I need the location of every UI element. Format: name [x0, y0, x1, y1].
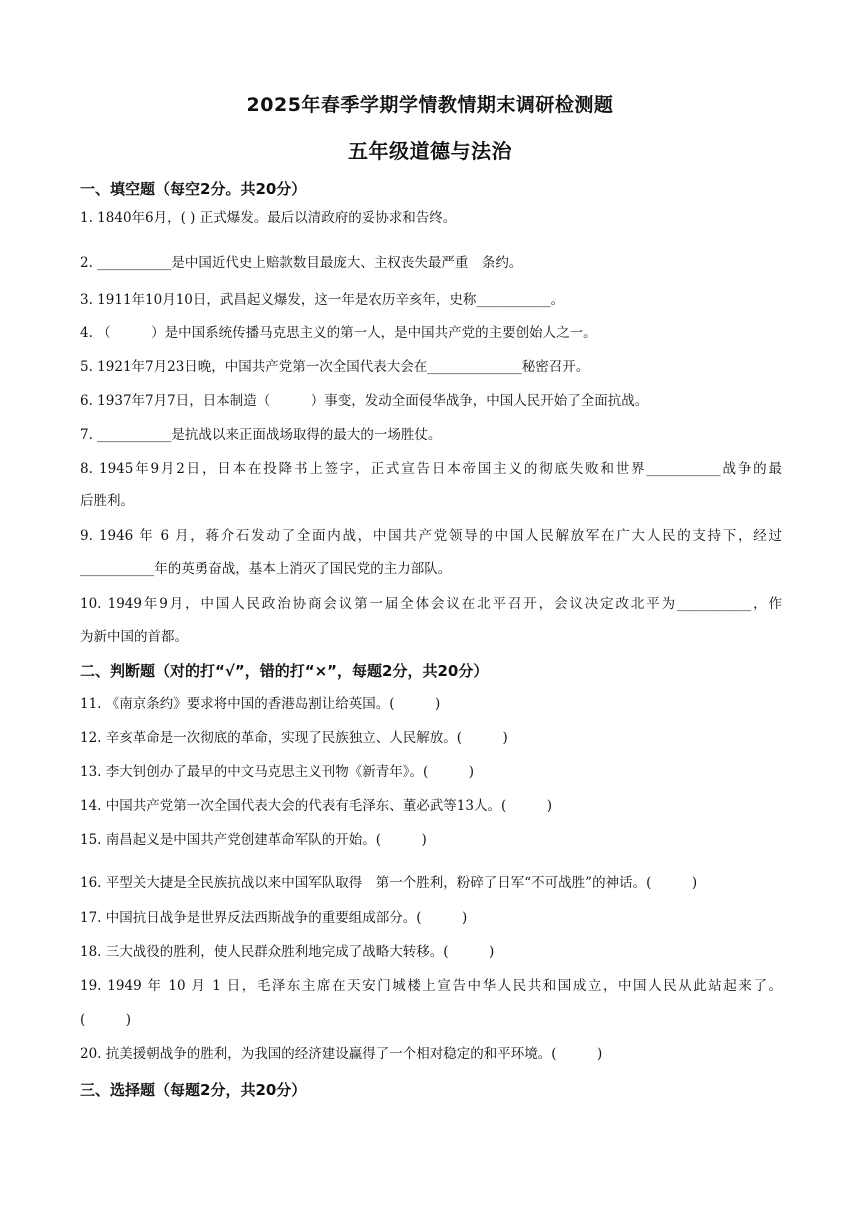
section-heading-judgement: 二、判断题（对的打“√”，错的打“×”，每题2分，共20分）: [80, 662, 489, 680]
question-6: 6. 1937年7月7日，日本制造（ ）事变，发动全面侵华战争，中国人民开始了全面抗战。: [80, 393, 649, 409]
question-9-line-2: ___________年的英勇奋战，基本上消灭了国民党的主力部队。: [80, 561, 452, 577]
question-9-line-1: 9. 1946 年 6 月，蒋介石发动了全面内战，中国共产党领导的中国人民解放军在广大人民的支持下，经过: [80, 528, 782, 544]
question-13: 13. 李大钊创办了最早的中文马克思主义刊物《新青年》。( ): [80, 764, 475, 780]
question-3: 3. 1911年10月10日，武昌起义爆发，这一年是农历辛亥年，史称___________。: [80, 292, 565, 308]
section-heading-choice: 三、选择题（每题2分，共20分）: [80, 1081, 307, 1099]
question-18: 18. 三大战役的胜利，使人民群众胜利地完成了战略大转移。( ): [80, 944, 495, 960]
question-15: 15. 南昌起义是中国共产党创建革命军队的开始。( ): [80, 832, 427, 848]
question-11: 11. 《南京条约》要求将中国的香港岛割让给英国。( ): [80, 696, 441, 712]
section-heading-fill-in: 一、填空题（每空2分。共20分）: [80, 180, 307, 198]
question-10-line-1: 10. 1949年9月，中国人民政治协商会议第一届全体会议在北平召开，会议决定改北平为___________，作: [80, 596, 782, 612]
question-19-line-1: 19. 1949 年 10 月 1 日，毛泽东主席在天安门城楼上宣告中华人民共和国成立，中国人民从此站起来了。: [80, 978, 782, 994]
question-8-line-1: 8. 1945年9月2日，日本在投降书上签字，正式宣告日本帝国主义的彻底失败和世界___________战争的最: [80, 461, 782, 477]
question-17: 17. 中国抗日战争是世界反法西斯战争的重要组成部分。( ): [80, 910, 468, 926]
question-5: 5. 1921年7月23日晚，中国共产党第一次全国代表大会在______________秘密召开。: [80, 359, 590, 375]
question-10-line-2: 为新中国的首都。: [80, 629, 188, 645]
question-20: 20. 抗美援朝战争的胜利，为我国的经济建设赢得了一个相对稳定的和平环境。( ): [80, 1046, 603, 1062]
question-2: 2. ___________是中国近代史上赔款数目最庞大、主权丧失最严重 条约。: [80, 255, 523, 271]
exam-subtitle: 五年级道德与法治: [348, 139, 512, 163]
question-16: 16. 平型关大捷是全民族抗战以来中国军队取得 第一个胜利，粉碎了日军“不可战胜”的神话。( ): [80, 875, 698, 891]
question-12: 12. 辛亥革命是一次彻底的革命，实现了民族独立、人民解放。( ): [80, 730, 508, 746]
exam-title: 2025年春季学期学情教情期末调研检测题: [246, 94, 614, 116]
question-14: 14. 中国共产党第一次全国代表大会的代表有毛泽东、董必武等13人。( ): [80, 798, 552, 814]
question-4: 4. （ ）是中国系统传播马克思主义的第一人，是中国共产党的主要创始人之一。: [80, 325, 597, 341]
question-8-line-2: 后胜利。: [80, 493, 134, 509]
question-19-line-2: ( ): [80, 1012, 132, 1028]
question-7: 7. ___________是抗战以来正面战场取得的最大的一场胜仗。: [80, 427, 442, 443]
question-1: 1. 1840年6月，( ) 正式爆发。最后以清政府的妥协求和告终。: [80, 210, 457, 226]
